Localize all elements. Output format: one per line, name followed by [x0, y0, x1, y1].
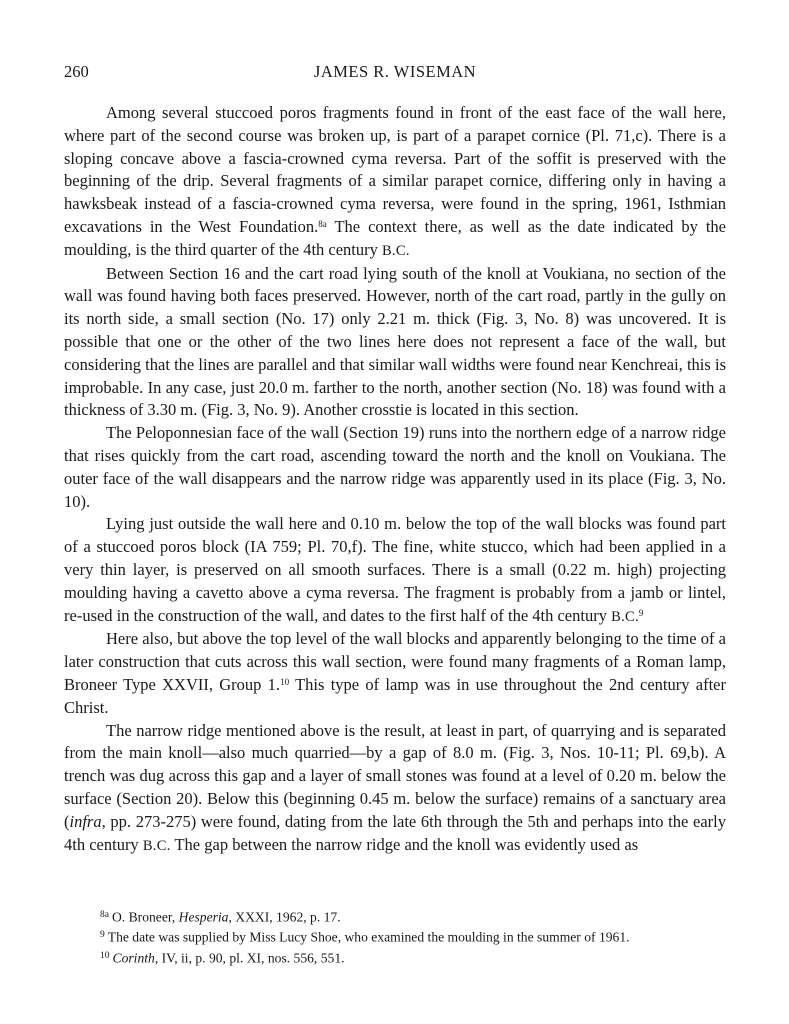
paragraph	[64, 263, 726, 423]
footnote-ref: 8a	[318, 219, 327, 229]
page-number: 260	[64, 62, 89, 81]
paragraph	[64, 422, 726, 513]
footnote-ref: 10	[280, 676, 290, 687]
page-header	[64, 62, 726, 86]
footnote-mark: 9	[100, 930, 105, 941]
footnote	[100, 906, 740, 926]
footnote	[100, 947, 740, 967]
body-text	[64, 102, 726, 857]
footnote-mark: 10	[100, 950, 110, 961]
small-caps-run: B.C.	[611, 608, 639, 625]
text-run: The gap between the narrow ridge and the knoll was evidently used as	[170, 834, 639, 854]
paragraph	[64, 102, 726, 263]
footnote-text: , XXXI, 1962, p. 17.	[228, 909, 341, 925]
text-run: This type of lamp was in use throughout the 2nd century after Christ.	[64, 674, 726, 717]
text-run: Here also, but above the top level of the wall blocks and apparently belonging to the time of a later construction that cuts across this wall section, were found many fragments of a Roman lamp, Broneer Type XXVII, Group 1.	[64, 629, 726, 694]
text-run: The context there, as well as the date indicated by the moulding, is the third quarter of the 4th century	[64, 216, 726, 259]
footnote-text: O. Broneer,	[111, 909, 179, 925]
footnote-ref: 9	[638, 607, 644, 618]
small-caps-run: B.C.	[142, 837, 171, 854]
text-run: Between Section 16 and the cart road lying south of the knoll at Voukiana, no section of the wall was found having both faces preserved. However, north of the cart road, partly in the gully on its north side, a small section (No. 17) only 2.21 m. thick (Fig. 3, No. 8) was uncovered. It is possible that one or the other of the two lines here does not represent a face of the wall, but considering that the lines are parallel and that similar wall widths were found near Kenchreai, this is improbable. In any case, just 20.0 m. farther to the north, another section (No. 18) was found with a thickness of 3.30 m. (Fig. 3, No. 9). Another crosstie is located in this section.	[64, 263, 726, 420]
text-run: The Peloponnesian face of the wall (Section 19) runs into the northern edge of a narrow ridge that rises quickly from the cart road, ascending toward the north and the knoll on Voukiana. The outer face of the wall disappears and the narrow ridge was apparently used in its place (Fig. 3, No. 10).	[64, 423, 726, 511]
footnote-italic: Corinth	[112, 950, 155, 966]
small-caps-run: B.C.	[382, 242, 410, 259]
footnote-italic: Hesperia	[178, 909, 229, 925]
footnote-mark: 8a	[100, 910, 109, 920]
text-run: The narrow ridge mentioned above is the result, at least in part, of quarrying and is separated from the main knoll—also much quarried—by a gap of 8.0 m. (Fig. 3, Nos. 10-11; Pl. 69,b). A trench was dug across this gap and a layer of small stones was found at a level of 0.20 m. below the surface (Section 20). Below this (beginning 0.45 m. below the surface) remains of a sanctuary area (	[64, 720, 726, 831]
text-run: Among several stuccoed poros fragments found in front of the east face of the wall here, where part of the second course was broken up, is part of a parapet cornice (Pl. 71,c). There is a sloping concave above a fascia-crowned cyma reversa. Part of the soffit is preserved with the beginning of the drip. Several fragments of a similar parapet cornice, differing only in having a hawksbeak instead of a fascia-crowned cyma reversa, were found in the spring, 1961, Isthmian excavations in the West Foundation.	[64, 103, 726, 236]
italic-run: infra	[69, 811, 102, 831]
paragraph	[64, 628, 726, 719]
paragraph	[64, 720, 726, 858]
text-run: , pp. 273-275) were found, dating from the late 6th through the 5th and perhaps into the early 4th century	[64, 811, 726, 854]
footnote	[100, 926, 740, 946]
footnotes	[100, 906, 740, 967]
footnote-text: , IV, ii, p. 90, pl. XI, nos. 556, 551.	[154, 950, 345, 966]
running-head: JAMES R. WISEMAN	[313, 62, 477, 81]
paragraph	[64, 513, 726, 628]
footnote-text: The date was supplied by Miss Lucy Shoe, who examined the moulding in the summer of 1961.	[107, 929, 630, 945]
text-run: Lying just outside the wall here and 0.10 m. below the top of the wall blocks was found part of a stuccoed poros block (IA 759; Pl. 70,f). The fine, white stucco, which had been applied in a very thin layer, is preserved on all smooth surfaces. There is a small (0.22 m. high) projecting moulding having a cavetto above a cyma reversa. The fragment is probably from a jamb or lintel, re-used in the construction of the wall, and dates to the first half of the 4th century	[64, 514, 726, 625]
